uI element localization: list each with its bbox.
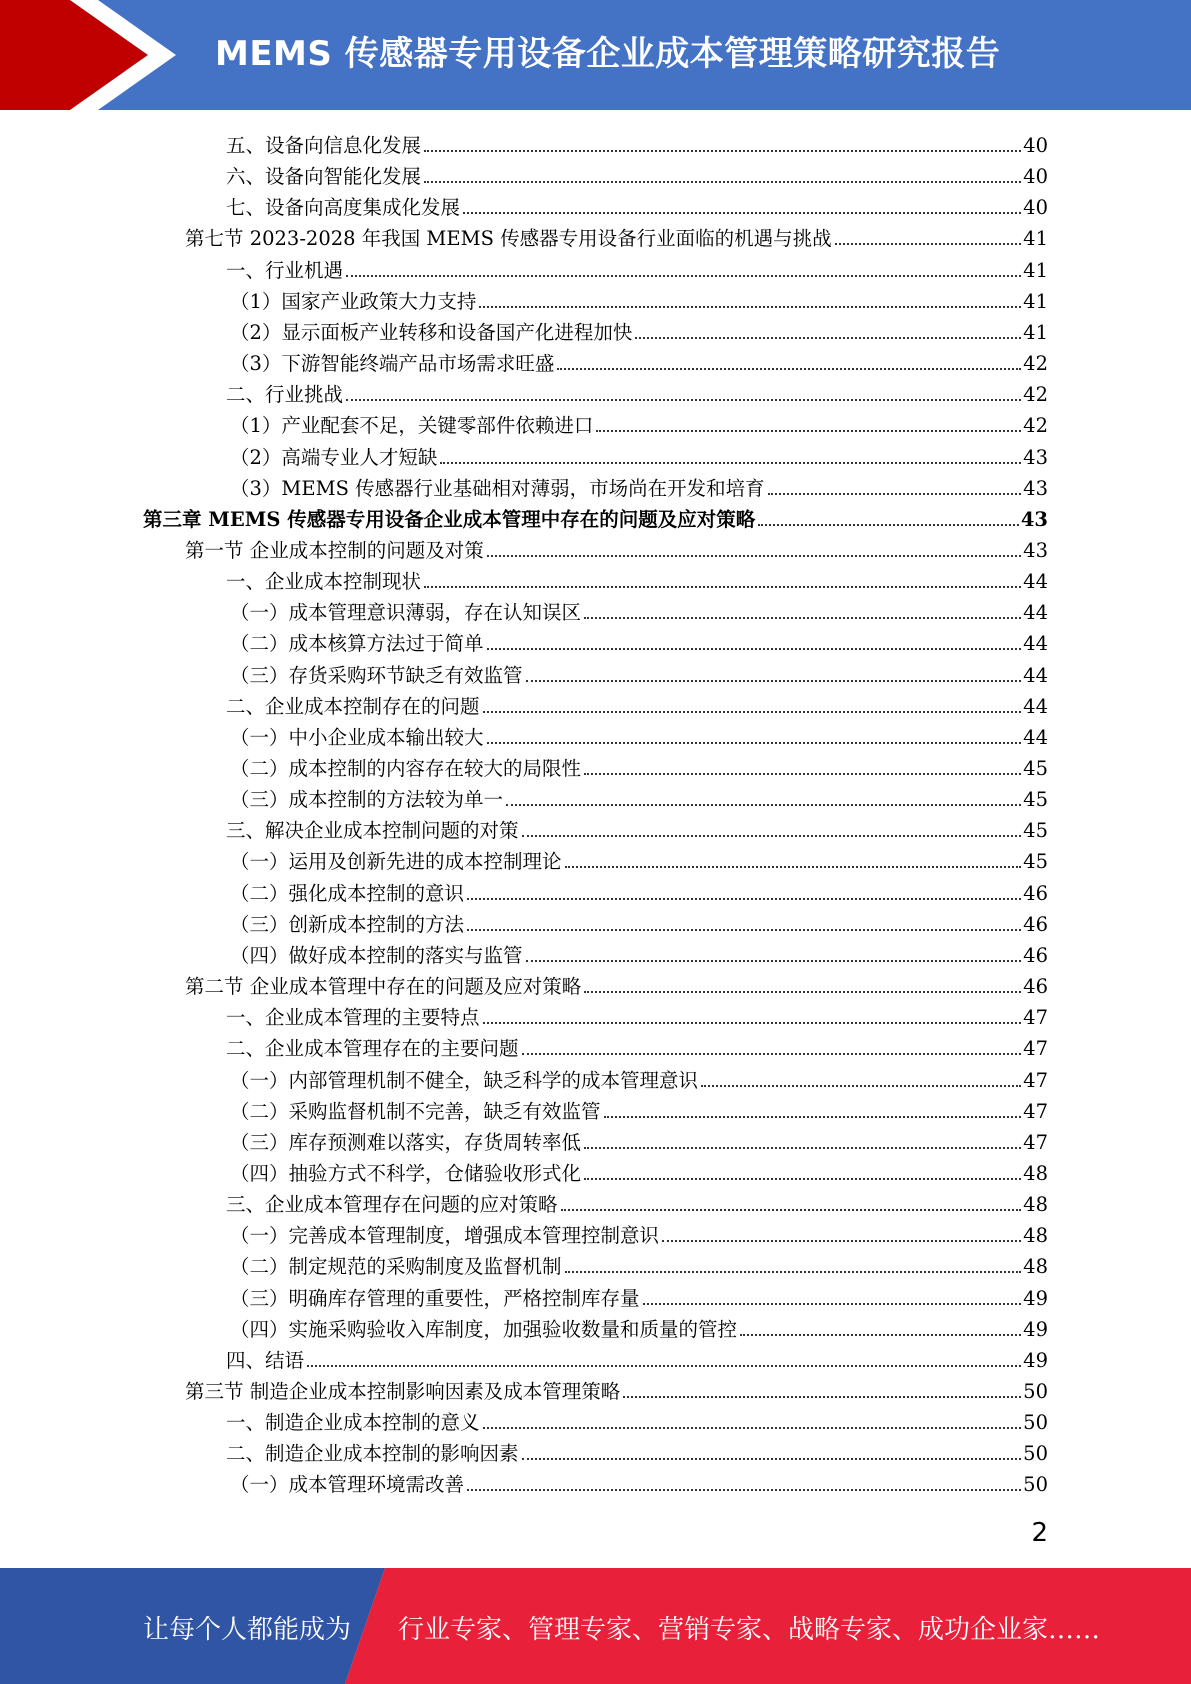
toc-dot-leader xyxy=(701,1085,1021,1087)
toc-dot-leader xyxy=(522,1458,1022,1460)
toc-entry-page: 44 xyxy=(1023,725,1048,749)
toc-dot-leader xyxy=(467,898,1021,900)
toc-entry-page: 48 xyxy=(1023,1255,1048,1279)
toc-dot-leader xyxy=(463,212,1021,214)
toc-entry-title: （三）存货采购环节缺乏有效监管 xyxy=(230,663,526,689)
toc-entry-page: 42 xyxy=(1023,352,1048,376)
toc-dot-leader xyxy=(467,929,1021,931)
toc-entry[interactable] xyxy=(230,1218,1048,1249)
toc-dot-leader xyxy=(584,617,1021,619)
report-title: MEMS 传感器专用设备企业成本管理策略研究报告 xyxy=(215,34,1001,74)
toc-entry[interactable] xyxy=(226,1436,1048,1467)
toc-entry-title: 六、设备向智能化发展 xyxy=(226,164,424,190)
toc-entry-page: 42 xyxy=(1023,414,1048,438)
toc-entry[interactable] xyxy=(230,595,1048,626)
toc-entry-page: 41 xyxy=(1023,258,1048,282)
toc-entry-page: 49 xyxy=(1023,1286,1048,1310)
toc-dot-leader xyxy=(346,399,1021,401)
toc-entry[interactable] xyxy=(185,533,1048,564)
toc-entry-title: （1）国家产业政策大力支持 xyxy=(230,289,479,315)
toc-entry-title: （3）下游智能终端产品市场需求旺盛 xyxy=(230,351,557,377)
toc-entry[interactable] xyxy=(230,751,1048,782)
toc-entry-title: （二）采购监督机制不完善，缺乏有效监管 xyxy=(230,1099,604,1125)
toc-entry-title: 第三章 MEMS 传感器专用设备企业成本管理中存在的问题及应对策略 xyxy=(143,507,758,533)
toc-dot-leader xyxy=(479,306,1021,308)
toc-entry[interactable] xyxy=(230,1281,1048,1312)
toc-entry-title: 二、制造企业成本控制的影响因素 xyxy=(226,1441,522,1467)
toc-entry-title: （四）抽验方式不科学，仓储验收形式化 xyxy=(230,1161,584,1187)
toc-dot-leader xyxy=(596,430,1021,432)
toc-dot-leader xyxy=(440,462,1021,464)
toc-entry-title: （二）成本核算方法过于简单 xyxy=(230,631,487,657)
header-red-chevron xyxy=(0,0,148,110)
toc-entry-title: 五、设备向信息化发展 xyxy=(226,133,424,159)
toc-entry-page: 44 xyxy=(1023,601,1048,625)
toc-entry-page: 40 xyxy=(1023,134,1048,157)
toc-entry[interactable] xyxy=(226,689,1048,720)
toc-entry-page: 48 xyxy=(1023,1161,1048,1185)
toc-entry[interactable] xyxy=(143,502,1048,533)
toc-dot-leader xyxy=(584,1147,1021,1149)
toc-entry-page: 43 xyxy=(1023,538,1048,562)
toc-dot-leader xyxy=(522,1053,1022,1055)
toc-entry-title: （一）运用及创新先进的成本控制理论 xyxy=(230,849,565,875)
toc-entry-page: 50 xyxy=(1023,1411,1048,1435)
toc-entry[interactable] xyxy=(185,1374,1048,1405)
toc-entry-title: 二、企业成本控制存在的问题 xyxy=(226,694,483,720)
toc-dot-leader xyxy=(584,1178,1021,1180)
toc-entry-page: 46 xyxy=(1023,943,1048,967)
toc-entry[interactable] xyxy=(230,1094,1048,1125)
toc-entry-title: 第一节 企业成本控制的问题及对策 xyxy=(185,538,487,564)
toc-dot-leader xyxy=(487,555,1021,557)
toc-entry-page: 43 xyxy=(1020,507,1048,531)
toc-entry-title: （一）完善成本管理制度，增强成本管理控制意识 xyxy=(230,1223,662,1249)
toc-entry-title: 第三节 制造企业成本控制影响因素及成本管理策略 xyxy=(185,1379,623,1405)
toc-dot-leader xyxy=(522,835,1022,837)
toc-entry[interactable] xyxy=(230,1156,1048,1187)
toc-entry[interactable] xyxy=(185,221,1048,252)
toc-entry-page: 50 xyxy=(1023,1473,1048,1497)
toc-entry-page: 42 xyxy=(1023,383,1048,407)
toc-dot-leader xyxy=(835,243,1022,245)
toc-dot-leader xyxy=(526,680,1022,682)
toc-dot-leader xyxy=(740,1334,1021,1336)
toc-dot-leader xyxy=(561,1209,1022,1211)
toc-entry[interactable] xyxy=(230,844,1048,875)
toc-entry[interactable] xyxy=(226,813,1048,844)
toc-dot-leader xyxy=(565,1271,1022,1273)
toc-entry-title: （二）强化成本控制的意识 xyxy=(230,881,467,907)
toc-entry-page: 45 xyxy=(1023,850,1048,874)
toc-dot-leader xyxy=(643,1303,1022,1305)
toc-dot-leader xyxy=(424,586,1021,588)
toc-dot-leader xyxy=(565,866,1022,868)
toc-dot-leader xyxy=(768,493,1022,495)
toc-entry-title: （一）成本管理环境需改善 xyxy=(230,1472,467,1498)
toc-entry-page: 40 xyxy=(1023,165,1048,189)
toc-entry[interactable] xyxy=(230,284,1048,315)
toc-entry-title: 七、设备向高度集成化发展 xyxy=(226,195,463,221)
toc-entry-page: 50 xyxy=(1023,1442,1048,1466)
toc-entry-page: 41 xyxy=(1023,320,1048,344)
toc-entry-page: 48 xyxy=(1023,1224,1048,1248)
toc-entry[interactable] xyxy=(230,938,1048,969)
toc-entry-title: （一）内部管理机制不健全，缺乏科学的成本管理意识 xyxy=(230,1068,701,1094)
toc-entry-page: 45 xyxy=(1023,788,1048,812)
toc-entry-title: 四、结语 xyxy=(226,1348,307,1374)
toc-dot-leader xyxy=(584,773,1021,775)
toc-entry[interactable] xyxy=(226,377,1048,408)
toc-dot-leader xyxy=(467,1489,1021,1491)
toc-entry-page: 50 xyxy=(1023,1380,1048,1403)
toc-entry-page: 44 xyxy=(1023,694,1048,718)
toc-dot-leader xyxy=(662,1240,1021,1242)
footer-slogan-left: 让每个人都能成为 xyxy=(143,1615,352,1645)
toc-dot-leader xyxy=(526,960,1022,962)
toc-entry-title: （四）做好成本控制的落实与监管 xyxy=(230,943,526,969)
toc-entry[interactable] xyxy=(226,564,1048,595)
toc-entry-page: 46 xyxy=(1023,912,1048,936)
toc-entry-page: 40 xyxy=(1023,196,1048,220)
toc-dot-leader xyxy=(604,1116,1022,1118)
toc-entry[interactable] xyxy=(226,1031,1048,1062)
toc-entry[interactable] xyxy=(230,720,1048,751)
toc-entry-page: 44 xyxy=(1023,632,1048,656)
toc-entry[interactable] xyxy=(230,408,1048,439)
footer-banner xyxy=(0,1568,1191,1684)
toc-dot-leader xyxy=(424,181,1021,183)
toc-entry-title: （二）成本控制的内容存在较大的局限性 xyxy=(230,756,584,782)
toc-dot-leader xyxy=(487,648,1022,650)
toc-entry-title: 一、企业成本控制现状 xyxy=(226,569,424,595)
toc-entry-title: 三、企业成本管理存在问题的应对策略 xyxy=(226,1192,561,1218)
toc-entry-page: 47 xyxy=(1023,1037,1048,1061)
toc-entry[interactable] xyxy=(230,876,1048,907)
toc-entry[interactable] xyxy=(230,1249,1048,1280)
toc-dot-leader xyxy=(623,1396,1021,1398)
toc-entry[interactable] xyxy=(226,1405,1048,1436)
toc-entry[interactable] xyxy=(226,1000,1048,1031)
footer-slogan-right: 行业专家、管理专家、营销专家、战略专家、成功企业家…… xyxy=(398,1615,1101,1645)
toc-entry-page: 46 xyxy=(1023,881,1048,905)
toc-dot-leader xyxy=(635,337,1021,339)
toc-entry-page: 43 xyxy=(1023,445,1048,469)
toc-entry-title: 二、行业挑战 xyxy=(226,382,346,408)
toc-entry-title: （三）库存预测难以落实，存货周转率低 xyxy=(230,1130,584,1156)
toc-entry-title: （3）MEMS 传感器行业基础相对薄弱，市场尚在开发和培育 xyxy=(230,476,768,502)
toc-dot-leader xyxy=(307,1365,1021,1367)
toc-entry-page: 48 xyxy=(1023,1193,1048,1217)
toc-entry-title: （一）中小企业成本输出较大 xyxy=(230,725,487,751)
toc-entry[interactable] xyxy=(230,782,1048,813)
toc-entry[interactable] xyxy=(230,626,1048,657)
toc-entry[interactable] xyxy=(226,190,1048,221)
toc-entry[interactable] xyxy=(230,907,1048,938)
toc-entry-title: 一、制造企业成本控制的意义 xyxy=(226,1410,483,1436)
toc-entry[interactable] xyxy=(230,1312,1048,1343)
toc-entry[interactable] xyxy=(230,315,1048,346)
toc-dot-leader xyxy=(424,150,1021,152)
toc-entry-page: 44 xyxy=(1023,570,1048,594)
toc-dot-leader xyxy=(483,711,1022,713)
toc-entry-page: 43 xyxy=(1023,476,1048,500)
toc-entry-page: 47 xyxy=(1023,1006,1048,1030)
toc-entry-title: （2）显示面板产业转移和设备国产化进程加快 xyxy=(230,320,635,346)
toc-entry-title: （一）成本管理意识薄弱，存在认知误区 xyxy=(230,600,584,626)
toc-entry[interactable] xyxy=(230,471,1048,502)
toc-entry-page: 41 xyxy=(1023,289,1048,313)
toc-entry[interactable] xyxy=(185,969,1048,1000)
toc-entry[interactable] xyxy=(230,1125,1048,1156)
toc-entry[interactable] xyxy=(230,1063,1048,1094)
toc-entry-title: （三）明确库存管理的重要性，严格控制库存量 xyxy=(230,1286,643,1312)
toc-entry-title: （三）创新成本控制的方法 xyxy=(230,912,467,938)
toc-entry-title: （四）实施采购验收入库制度，加强验收数量和质量的管控 xyxy=(230,1317,740,1343)
page-number: 2 xyxy=(1031,1518,1048,1548)
toc-entry[interactable] xyxy=(226,128,1048,159)
header-banner xyxy=(0,0,1191,110)
toc-entry[interactable] xyxy=(226,1187,1048,1218)
toc-entry[interactable] xyxy=(226,159,1048,190)
toc-dot-leader xyxy=(483,1427,1022,1429)
toc-entry-page: 45 xyxy=(1023,819,1048,843)
toc-entry-page: 45 xyxy=(1023,757,1048,780)
toc-entry-page: 49 xyxy=(1023,1317,1048,1341)
toc-dot-leader xyxy=(758,524,1019,526)
toc-entry-title: 第二节 企业成本管理中存在的问题及应对策略 xyxy=(185,974,584,1000)
toc-entry[interactable] xyxy=(230,346,1048,377)
toc-entry[interactable] xyxy=(230,658,1048,689)
toc-entry-page: 41 xyxy=(1023,227,1048,251)
toc-entry-title: 第七节 2023-2028 年我国 MEMS 传感器专用设备行业面临的机遇与挑战 xyxy=(185,226,835,252)
toc-entry-page: 47 xyxy=(1023,1099,1048,1123)
toc-entry[interactable] xyxy=(226,253,1048,284)
toc-entry-page: 47 xyxy=(1023,1068,1048,1092)
toc-dot-leader xyxy=(346,275,1021,277)
toc-entry-page: 49 xyxy=(1023,1348,1048,1372)
toc-dot-leader xyxy=(506,804,1021,806)
toc-dot-leader xyxy=(584,991,1021,993)
toc-entry[interactable] xyxy=(230,1467,1048,1498)
toc-entry-title: 二、企业成本管理存在的主要问题 xyxy=(226,1036,522,1062)
toc-entry-title: （二）制定规范的采购制度及监督机制 xyxy=(230,1254,565,1280)
toc-entry[interactable] xyxy=(230,440,1048,471)
toc-dot-leader xyxy=(483,1022,1022,1024)
toc-entry-title: （三）成本控制的方法较为单一 xyxy=(230,787,506,813)
toc-entry-page: 44 xyxy=(1023,663,1048,687)
toc-entry-title: 一、企业成本管理的主要特点 xyxy=(226,1005,483,1031)
toc-entry-title: 三、解决企业成本控制问题的对策 xyxy=(226,818,522,844)
toc-entry-title: （2）高端专业人才短缺 xyxy=(230,445,440,471)
toc-entry-page: 47 xyxy=(1023,1130,1048,1154)
toc-dot-leader xyxy=(557,368,1021,370)
toc-entry-title: 一、行业机遇 xyxy=(226,258,346,284)
toc-entry-title: （1）产业配套不足，关键零部件依赖进口 xyxy=(230,413,596,439)
toc-entry[interactable] xyxy=(226,1343,1048,1374)
toc-dot-leader xyxy=(487,742,1022,744)
toc-entry-page: 46 xyxy=(1023,975,1048,999)
